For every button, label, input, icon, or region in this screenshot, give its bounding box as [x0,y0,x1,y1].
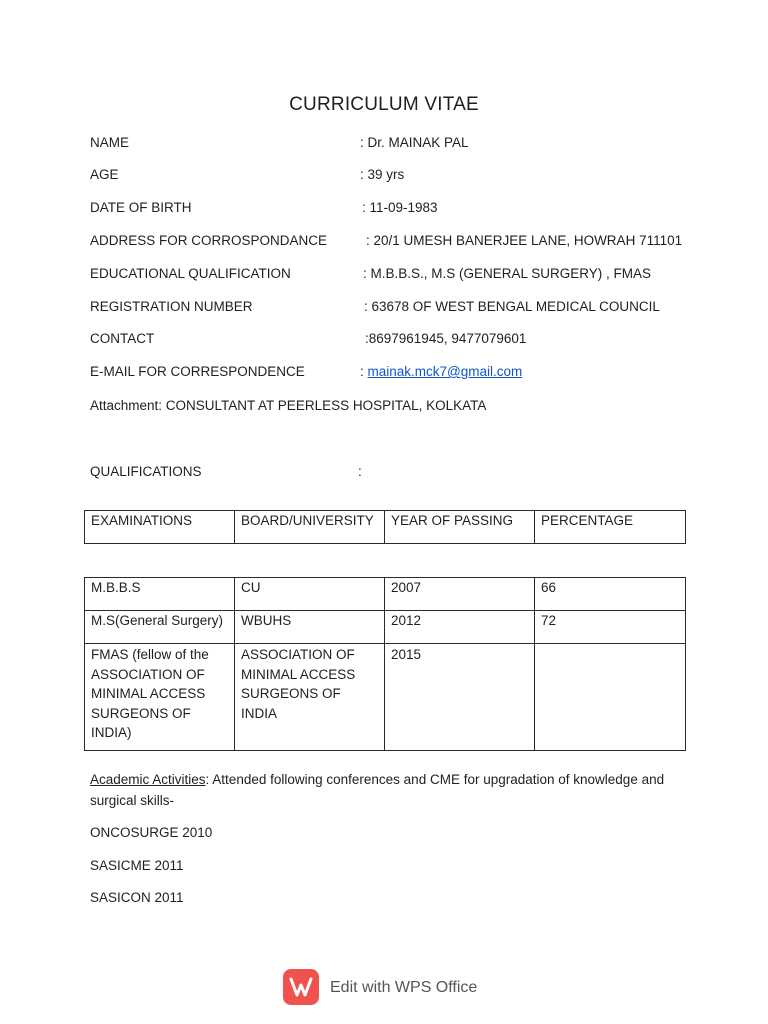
email-link[interactable]: mainak.mck7@gmail.com [367,364,523,379]
table-cell: FMAS (fellow of the ASSOCIATION OF MINIMAL ACCESS SURGEONS OF INDIA) [85,644,235,751]
detail-label: EDUCATIONAL QUALIFICATION [90,266,291,281]
detail-row-age [90,166,405,184]
table-cell: 66 [535,578,686,611]
qualifications-header-table [84,510,686,544]
table-cell: 72 [535,611,686,644]
detail-row-registration [90,298,660,316]
table-header-row [85,511,686,544]
header-cell-percentage: PERCENTAGE [535,511,686,544]
header-cell-year: YEAR OF PASSING [385,511,535,544]
detail-label: DATE OF BIRTH [90,200,192,215]
table-cell: 2015 [385,644,535,751]
wps-footer[interactable] [0,966,768,1010]
table-row [85,611,686,644]
document-title: CURRICULUM VITAE [289,94,479,115]
table-cell: 2007 [385,578,535,611]
detail-row-address [90,232,683,250]
qualifications-heading [90,463,362,481]
detail-label: AGE [90,167,119,182]
detail-label: ADDRESS FOR CORROSPONDANCE [90,233,328,248]
detail-value: : 20/1 UMESH BANERJEE LANE, HOWRAH 711101 [366,233,683,248]
detail-value: : M.B.B.S., M.S (GENERAL SURGERY) , FMAS [363,266,652,281]
qualifications-label: QUALIFICATIONS [90,464,202,479]
detail-value: :8697961945, 9477079601 [365,331,527,346]
wps-office-icon [283,969,319,1005]
detail-label: CONTACT [90,331,155,346]
table-cell [535,644,686,751]
detail-value: : 39 yrs [360,167,405,182]
table-row [85,578,686,611]
wps-edit-text[interactable]: Edit with WPS Office [330,979,478,996]
table-cell: WBUHS [235,611,385,644]
detail-value [360,363,522,381]
attachment-line: Attachment: CONSULTANT AT PEERLESS HOSPITAL, KOLKATA [90,398,487,413]
email-prefix: : [360,364,368,379]
table-row [85,644,686,751]
detail-label: E-MAIL FOR CORRESPONDENCE [90,364,305,379]
academic-text: : Attended following conferences and CME for upgradation of knowledge and surgical skills- [90,772,665,808]
table-cell: 2012 [385,611,535,644]
conference-item: SASICME 2011 [90,858,184,873]
detail-value: : Dr. MAINAK PAL [360,135,469,150]
detail-row-email [90,363,523,381]
conference-item: SASICON 2011 [90,890,184,905]
conference-item: ONCOSURGE 2010 [90,825,213,840]
detail-label: NAME [90,135,130,150]
table-cell: M.S(General Surgery) [85,611,235,644]
detail-row-name [90,134,469,152]
table-cell: ASSOCIATION OF MINIMAL ACCESS SURGEONS OF INDIA [235,644,385,751]
detail-row-contact [90,330,527,348]
qualifications-data-table [84,577,686,751]
header-cell-examinations: EXAMINATIONS [85,511,235,544]
academic-heading: Academic Activities [90,772,206,787]
table-cell: CU [235,578,385,611]
table-cell: M.B.B.S [85,578,235,611]
detail-value: : 11-09-1983 [362,200,438,215]
qualifications-colon: : [358,464,362,479]
detail-row-education [90,265,652,283]
detail-label: REGISTRATION NUMBER [90,299,253,314]
academic-activities [90,769,680,811]
header-cell-board: BOARD/UNIVERSITY [235,511,385,544]
detail-value: : 63678 OF WEST BENGAL MEDICAL COUNCIL [364,299,660,314]
detail-row-dob [90,199,438,217]
